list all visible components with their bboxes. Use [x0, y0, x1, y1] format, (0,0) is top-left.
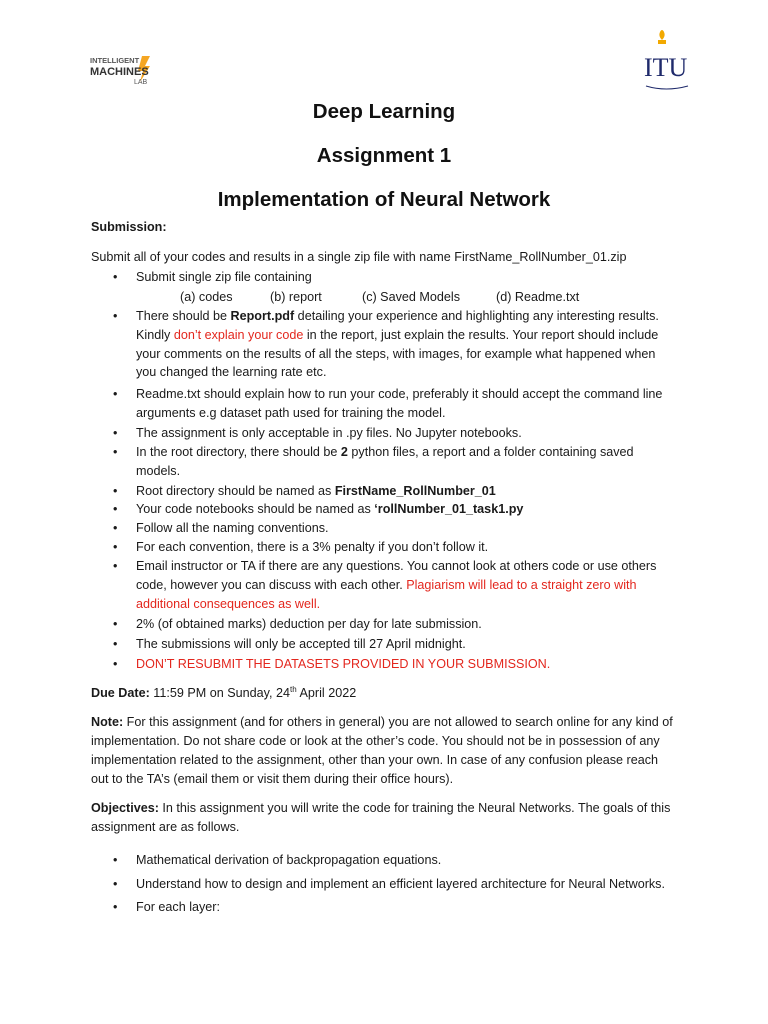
- report-line-2: Kindly don’t explain your code in the report, just explain the results. Your report should include: [136, 327, 659, 342]
- bullet: •: [113, 270, 118, 284]
- bullet: •: [113, 900, 118, 914]
- bullet: •: [113, 502, 118, 516]
- bullet: •: [113, 521, 118, 535]
- submission-intro: Submit all of your codes and results in a single zip file with name FirstName_RollNumber_01.zip: [91, 250, 627, 264]
- bullet: •: [113, 484, 118, 498]
- root-dir-line-2: models.: [136, 463, 181, 478]
- notebook-name-bullet: Your code notebooks should be named as ‘rollNumber_01_task1.py: [136, 502, 524, 516]
- course-title: Deep Learning: [312, 100, 456, 123]
- intelligent-machines-lab-logo: [90, 52, 160, 90]
- report-line-4: you changed the learning rate etc.: [136, 365, 327, 380]
- bullet: •: [113, 853, 118, 867]
- assignment-number: Assignment 1: [316, 144, 452, 167]
- email-bullet: Email instructor or TA if there are any questions. You cannot look at others code or use others code, however you can discuss with each other. Plagiarism will lead to a straight zero with additional consequences as well.: [136, 557, 696, 613]
- late-bullet: 2% (of obtained marks) deduction per day for late submission.: [136, 617, 482, 631]
- svg-text:LAB: LAB: [134, 79, 148, 86]
- objectives-line-2: assignment are as follows.: [91, 820, 240, 834]
- bullet: •: [113, 445, 118, 459]
- note-line-1: Note: For this assignment (and for others in general) you are not allowed to search online for any kind of: [91, 715, 673, 729]
- zip-item-report: (b) report: [270, 290, 322, 304]
- bullet: •: [113, 877, 118, 891]
- email-line-3: additional consequences as well.: [136, 596, 321, 611]
- zip-item-models: (c) Saved Models: [362, 290, 460, 304]
- zip-bullet: Submit single zip file containing: [136, 270, 312, 284]
- note-line-2: implementation. Do not share code or look at the other’s code. You should not be in possession of any: [91, 734, 660, 748]
- assignment-title: Implementation of Neural Network: [217, 188, 551, 211]
- bullet: •: [113, 657, 118, 671]
- due-date: Due Date: 11:59 PM on Sunday, 24th April 2022: [91, 684, 357, 700]
- objective-item: Understand how to design and implement an efficient layered architecture for Neural Networks.: [136, 877, 665, 891]
- bullet: •: [113, 637, 118, 651]
- objectives-line-1: Objectives: In this assignment you will write the code for training the Neural Networks. The goals of this: [91, 801, 671, 815]
- readme-line-1: Readme.txt should explain how to run your code, preferably it should accept the command line: [136, 387, 663, 401]
- note-line-3: implementation related to the assignment, other than your own. In case of any confusion please reach: [91, 753, 659, 767]
- objective-item: Mathematical derivation of backpropagation equations.: [136, 853, 442, 867]
- penalty-bullet: For each convention, there is a 3% penalty if you don’t follow it.: [136, 540, 489, 554]
- deadline-bullet: The submissions will only be accepted till 27 April midnight.: [136, 637, 466, 651]
- report-bullet: [136, 307, 696, 382]
- readme-line-2: arguments e.g dataset path used for training the model.: [136, 405, 446, 420]
- root-name-bullet: Root directory should be named as FirstName_RollNumber_01: [136, 484, 496, 498]
- svg-text:INTELLIGENT: INTELLIGENT: [90, 56, 140, 65]
- bullet: •: [113, 387, 118, 401]
- note-line-4: out to the TA’s (email them or visit them during their office hours).: [91, 772, 454, 786]
- report-line-3: your comments on the results of all the steps, with images, for example what happened when: [136, 346, 656, 361]
- bullet: •: [113, 559, 118, 573]
- svg-text:MACHINES: MACHINES: [90, 66, 149, 78]
- py-only-bullet: The assignment is only acceptable in .py files. No Jupyter notebooks.: [136, 426, 522, 440]
- bullet: •: [113, 426, 118, 440]
- bullet: •: [113, 617, 118, 631]
- zip-item-codes: (a) codes: [180, 290, 233, 304]
- naming-bullet: Follow all the naming conventions.: [136, 521, 329, 535]
- readme-bullet: [136, 385, 696, 423]
- root-dir-bullet: In the root directory, there should be 2 python files, a report and a folder containing saved models.: [136, 443, 696, 481]
- svg-text:ITU: ITU: [644, 53, 688, 82]
- datasets-bullet: DON’T RESUBMIT THE DATASETS PROVIDED IN YOUR SUBMISSION.: [136, 657, 551, 671]
- bullet: •: [113, 540, 118, 554]
- email-line-1: Email instructor or TA if there are any questions. You cannot look at others code or use others: [136, 559, 657, 573]
- objective-item: For each layer:: [136, 900, 220, 914]
- bullet: •: [113, 309, 118, 323]
- report-line-1: There should be Report.pdf detailing your experience and highlighting any interesting results.: [136, 309, 659, 323]
- zip-item-readme: (d) Readme.txt: [496, 290, 580, 304]
- itu-logo: [636, 28, 700, 98]
- submission-heading: Submission:: [91, 220, 167, 234]
